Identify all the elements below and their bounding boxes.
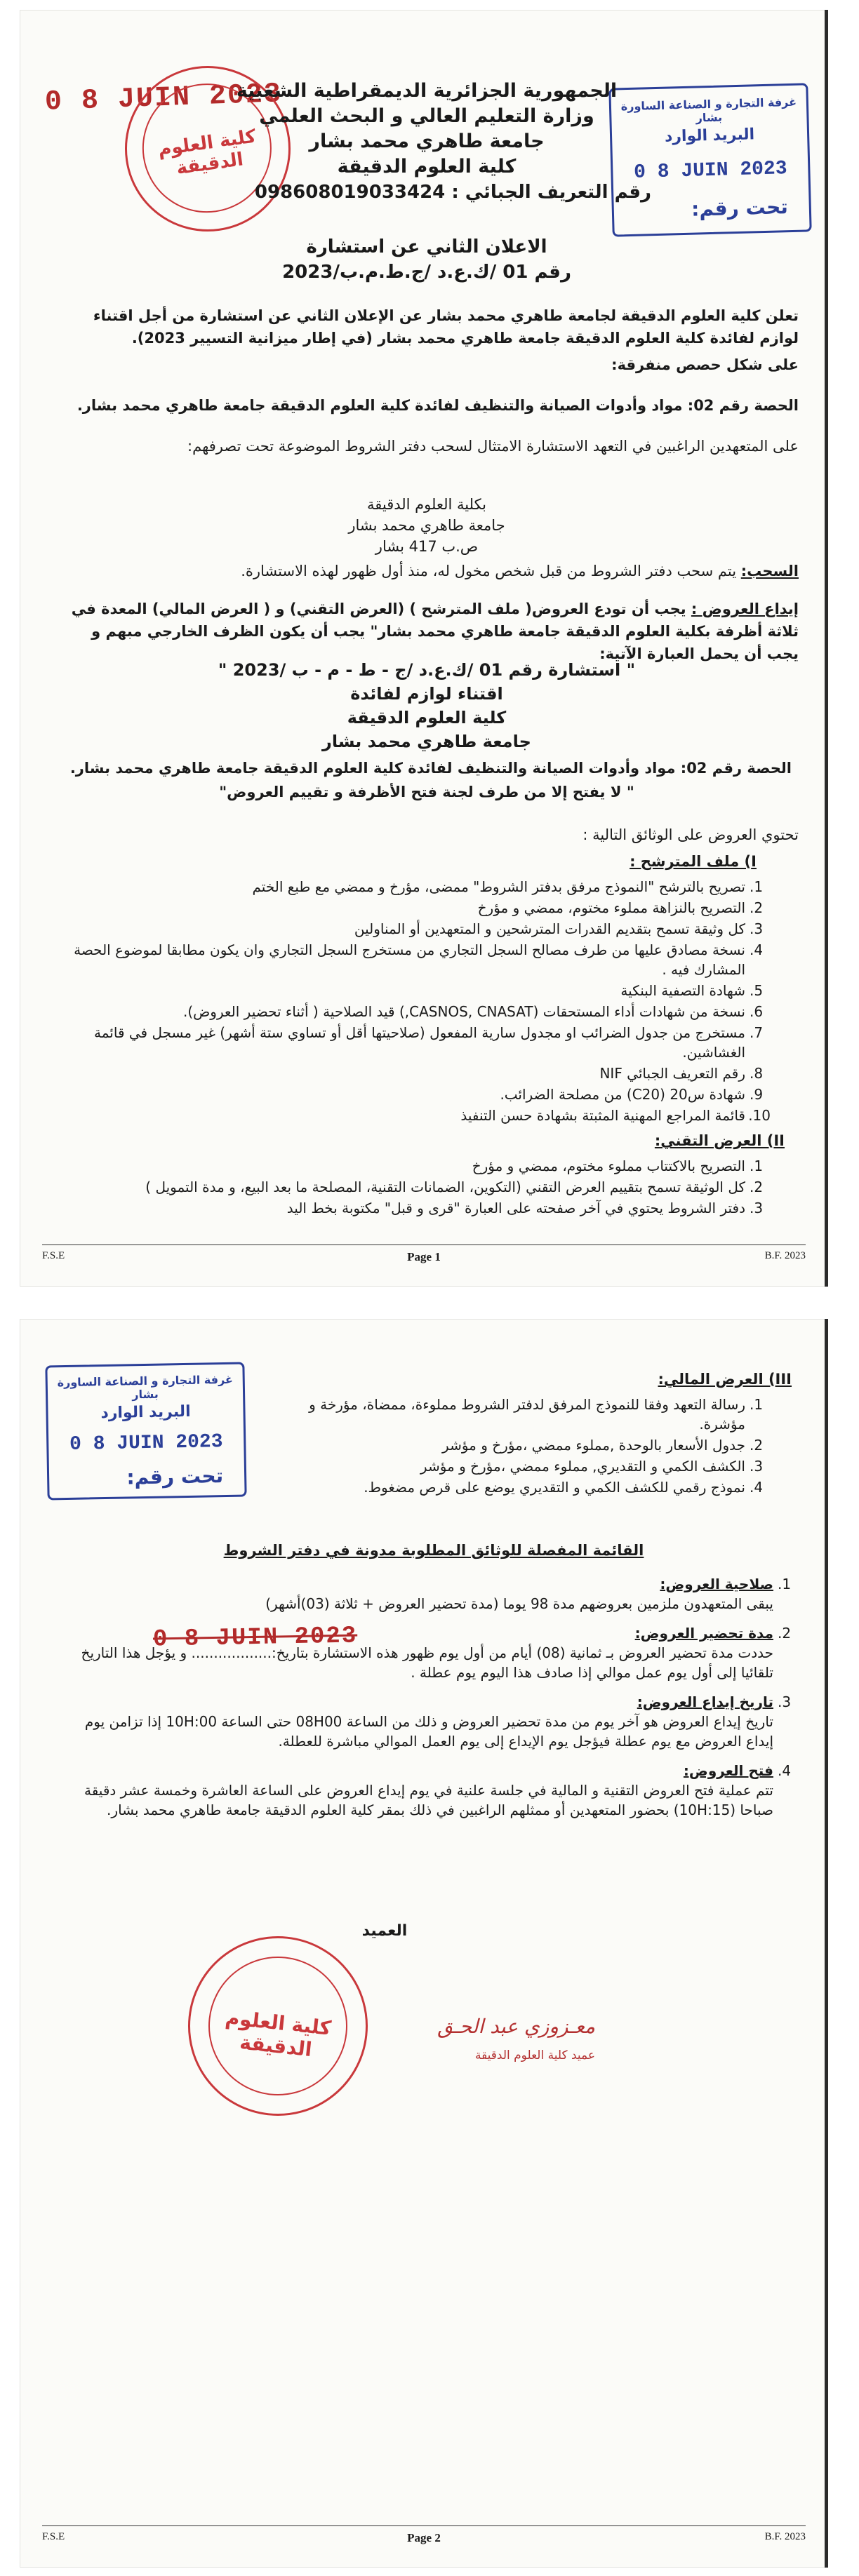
stamp-number-label: تحت رقم: (126, 1464, 224, 1489)
list-item (55, 1002, 771, 1021)
list-item (55, 898, 771, 918)
list-item-text: نسخة مصادق عليها من طرف مصالح السجل التجاري من مستخرج السجل التجاري وان يكون مطابقا لموضوع الحصة المشارك فيه . (74, 941, 745, 978)
list-item (55, 1177, 771, 1197)
page-1-footer (20, 1245, 828, 1273)
list-item-number: 1. (750, 878, 764, 895)
republic-name: الجمهورية الجزائرية الديمقراطية الشعبية (236, 80, 618, 102)
stamp-number-label: تحت رقم: (691, 195, 789, 221)
lot-description: الحصة رقم 02: مواد وأدوات الصيانة والتنظيف لفائدة كلية العلوم الدقيقة جامعة طاهري محمد بشار. (76, 397, 799, 414)
date-stamp: 0 8 JUIN 2023 (44, 79, 283, 119)
list-item-text: جدول الأسعار بالوحدة ,مملوء ممضي ،مؤرخ و مؤشر (442, 1437, 745, 1454)
stamp-incoming-mail: البريد الوارد (100, 1402, 191, 1423)
list-item-number: 2. (750, 1437, 764, 1454)
section-3-title: III) العرض المالي: (658, 1371, 792, 1388)
list-item-text: رقم التعريف الجبائي NIF (599, 1065, 745, 1082)
seal-text: كلية العلوم الدقيقة (157, 126, 258, 180)
university-name: جامعة طاهري محمد بشار (309, 130, 545, 152)
list-item-number: 1. (778, 1576, 792, 1592)
page-edge-rule (825, 10, 828, 1287)
detailed-list-heading: القائمة المفصلة للوثائق المطلوبة مدونة في دفتر الشروط (223, 1542, 644, 1559)
faculty-round-seal (179, 1927, 376, 2124)
list-item-number: 2. (778, 1625, 792, 1642)
list-item-text: رسالة التعهد وفقا للنموذج المرفق لدفتر الشروط مملوءة، ممضاة، مؤرخة و مؤشرة. (309, 1396, 745, 1433)
seal-text: كلية العلوم الدقيقة (224, 2006, 333, 2062)
list-item-number: 1. (750, 1158, 764, 1174)
stamp-chamber-name: غرفة التجارة و الصناعة الساورة بشار (57, 1372, 234, 1402)
list-item (55, 1692, 799, 1751)
list-item-number: 1. (750, 1396, 764, 1413)
list-item-text: تصريح بالترشح "النموذج مرفق بدفتر الشروط" ممضى، مؤرخ و ممضي مع طبع الختم (252, 878, 745, 895)
page-2-footer (20, 2525, 828, 2554)
announcement-title (258, 234, 595, 285)
list-item-title: صلاحية العروض: (660, 1576, 773, 1592)
list-item (55, 919, 771, 939)
list-item (55, 1574, 799, 1614)
list-item-text: شهادة س20 (C20) من مصلحة الضرائب. (500, 1086, 745, 1103)
list-item-number: 6. (750, 1003, 764, 1020)
page-edge-rule (825, 1319, 828, 2568)
envelope-inscription (62, 658, 792, 804)
list-item-text: دفتر الشروط يحتوي في آخر صفحته على العبارة "قرى و قبل" مكتوبة بخط اليد (286, 1200, 745, 1216)
stamp-incoming-mail: البريد الوارد (664, 126, 755, 146)
footer-page-number: Page 2 (407, 2531, 441, 2544)
list-item-text: نسخة من شهادات أداء المستحقات (CASNOS, CNASAT,) قيد الصلاحية ( أثناء تحضير العروض). (182, 1003, 745, 1020)
list-item-text: حددت مدة تحضير العروض بـ ثمانية (08) أيام من أول يوم ظهور هذه الاستشارة بتاريخ:.................. و يؤجل هذا التاريخ تلقائيا إلى أول يوم عمل موالي إذا صادف هذا اليوم يوم عطلة . (81, 1644, 773, 1681)
envelope-line-2: اقتناء لوازم لفائدة (350, 684, 503, 704)
stamp-date: 0 8 JUIN 2023 (69, 1431, 223, 1456)
faculty-name: كلية العلوم الدقيقة (337, 156, 517, 177)
page-gap (0, 1288, 859, 1317)
list-item-number: 3. (750, 1458, 764, 1475)
deposit-label: إيداع العروض : (691, 601, 799, 617)
list-item (55, 1085, 771, 1104)
technical-offer-list (55, 1156, 799, 1218)
list-item-title: فتح العروض: (683, 1762, 773, 1779)
financial-offer-section (272, 1368, 792, 1498)
contents-intro: تحتوي العروض على الوثائق التالية : (582, 826, 799, 843)
withdrawal-text: يتم سحب دفتر الشروط من قبل شخص مخول له، منذ أول ظهور لهذه الاستشارة. (241, 563, 737, 579)
intro-section (55, 304, 799, 462)
list-item-number: 3. (750, 920, 764, 937)
address-line-1: بكلية العلوم الدقيقة (366, 496, 487, 513)
list-item-number: 4. (750, 941, 764, 958)
envelope-line-5: الحصة رقم 02: مواد وأدوات الصيانة والتنظيف لفائدة كلية العلوم الدقيقة جامعة طاهري محمد بشار. (69, 760, 792, 777)
section-2-title: II) العرض التقني: (654, 1132, 785, 1149)
envelope-line-6: " لا يفتح إلا من طرف لجنة فتح الأظرفة و تقييم العروض" (219, 784, 634, 800)
list-item-number: 2. (750, 1179, 764, 1195)
announcement-title-line1: الاعلان الثاني عن استشارة (306, 236, 547, 257)
tax-id-number: رقم التعريف الجبائي : 098608019033424 (254, 182, 651, 203)
reception-stamp (45, 1362, 246, 1501)
list-item-text: مستخرج من جدول الضرائب او مجدول سارية المفعول (صلاحيتها أقل أو تساوي ستة أشهر) غير مسجل في قائمة الغشاشين. (94, 1024, 745, 1061)
list-item-number: 7. (750, 1024, 764, 1041)
list-item-number: 10. (748, 1107, 771, 1124)
address-line-2: جامعة طاهري محمد بشار (348, 517, 505, 534)
list-item-text: التصريح بالاكتتاب مملوء مختوم، ممضي و مؤرخ (472, 1158, 745, 1174)
conditions-section (55, 1574, 799, 1830)
reception-stamp (608, 83, 811, 236)
list-item-text: يبقى المتعهدون ملزمين بعروضهم مدة 98 يوما (مدة تحضير العروض + ثلاثة (03)أشهر) (265, 1595, 773, 1612)
list-item-text: نموذج رقمي للكشف الكمي و التقديري يوضع على قرص مضغوط. (364, 1479, 745, 1496)
list-item (272, 1435, 771, 1455)
list-item (272, 1395, 771, 1434)
envelope-line-1: " استشارة رقم 01 /ك.ع.د /ج - ط - م - ب /2023 " (218, 660, 636, 680)
signature-name: معـزوزي عبد الحـق (437, 2015, 595, 2038)
list-item-text: تتم عملية فتح العروض التقنية و المالية في جلسة علنية في يوم إيداع العروض على الساعة العاشرة وخمسة عشر دقيقة صباحا (10H:15) بحضور المتعهدين أو ممثلهم الراغبين في ذلك بمقر كلية العلوم الدقيقة جامعة طاهري محمد بشار. (84, 1782, 773, 1818)
footer-left: F.S.E (42, 1250, 65, 1261)
list-item-text: شهادة التصفية البنكية (620, 982, 745, 999)
list-item-number: 4. (750, 1479, 764, 1496)
date-stamp: 0 8 JUIN 2023 (152, 1623, 358, 1653)
stamp-date: 0 8 JUIN 2023 (633, 158, 787, 184)
list-item-text: قائمة المراجع المهنية المثبتة بشهادة حسن التنفيذ (460, 1107, 745, 1124)
list-item-text: كل الوثيقة تسمح بتقييم العرض التقني (التكوين، الضمانات التقنية، المصلحة ما بعد البيع، و مدة التمويل ) (145, 1179, 745, 1195)
list-item-text: التصريح بالنزاهة مملوء مختوم، ممضي و مؤرخ (477, 899, 745, 916)
footer-right: B.F. 2023 (764, 1250, 806, 1261)
list-item-title: مدة تحضير العروض: (634, 1625, 773, 1642)
invitation-text: على المتعهدين الراغبين في التعهد الاستشارة الامتثال لسحب دفتر الشروط الموضوعة تحت تصرفهم: (187, 438, 799, 455)
list-item (55, 1156, 771, 1176)
footer-left: F.S.E (42, 2531, 65, 2542)
ministry-name: وزارة التعليم العالي و البحث العلمي (259, 105, 594, 127)
list-item-number: 4. (778, 1762, 792, 1779)
list-item-number: 2. (750, 899, 764, 916)
list-item (272, 1456, 771, 1476)
list-item (55, 877, 771, 897)
document-page-1 (20, 10, 828, 1287)
document-header (230, 79, 623, 180)
document-page-2 (20, 1319, 828, 2568)
list-item-number: 5. (750, 982, 764, 999)
offer-contents (55, 824, 799, 1219)
address-line-3: ص.ب 417 بشار (375, 538, 479, 555)
list-item (55, 1023, 771, 1062)
intro-lots-note: على شكل حصص منفرقة: (611, 356, 799, 373)
list-item-number: 3. (778, 1693, 792, 1710)
list-item-number: 9. (750, 1086, 764, 1103)
list-item (272, 1477, 771, 1497)
list-item (55, 940, 771, 979)
list-item-number: 3. (750, 1200, 764, 1216)
withdrawal-section (55, 560, 799, 669)
intro-paragraph: تعلن كلية العلوم الدقيقة لجامعة طاهري محمد بشار عن الإعلان الثاني عن استشارة من أجل اقتناء لوازم لفائدة كلية العلوم الدقيقة جامعة طاهري محمد بشار (في إطار ميزانية التسيير 2023). (93, 307, 799, 347)
list-item (55, 1106, 771, 1125)
list-item (55, 1761, 799, 1820)
conditions-list (55, 1574, 799, 1820)
list-item (55, 981, 771, 1000)
dean-label: العميد (361, 1922, 408, 1940)
stamp-chamber-name: غرفة التجارة و الصناعة الساورة بشار (620, 95, 797, 125)
list-item-text: كل وثيقة تسمح بتقديم القدرات المترشحين و المتعهدين أو المناولين (354, 920, 745, 937)
section-1-title: I) ملف المترشح : (630, 853, 757, 870)
list-item-text: تاريخ إيداع العروض هو آخر يوم من مدة تحضير العروض و ذلك من الساعة 08H00 حتى الساعة 10H:00 إذا تزامن يوم إيداع العروض مع يوم عطلة فيؤجل يوم الإيداع إلى يوم العمل الموالي مباشرة للعطلة. (84, 1713, 773, 1750)
footer-page-number: Page 1 (407, 1250, 441, 1263)
envelope-line-4: جامعة طاهري محمد بشار (322, 732, 531, 751)
deposit-text: يجب أن تودع العروض( ملف المترشح ) (العرض التقني) و ( العرض المالي) المعدة في ثلاثة أظرفة بكلية العلوم الدقيقة جامعة طاهري محمد بشار" يجب أن يكون الظرف الخارجي مبهم و يجب أن يحمل العبارة الآتية: (71, 601, 799, 662)
withdrawal-address (202, 494, 651, 557)
list-item-text: الكشف الكمي و التقديري, مملوء ممضي ،مؤرخ و مؤشر (420, 1458, 745, 1475)
announcement-reference: رقم 01 /ك.ع.د /ج.ط.م.ب/2023 (282, 262, 571, 283)
list-item (55, 1064, 771, 1083)
list-item-title: تاريخ إيداع العروض: (637, 1693, 773, 1710)
withdrawal-label: السحب: (740, 563, 799, 579)
signature-title: عميد كلية العلوم الدقيقة (474, 2048, 595, 2062)
candidate-file-list (55, 877, 799, 1125)
list-item (55, 1198, 771, 1218)
envelope-line-3: كلية العلوم الدقيقة (347, 708, 507, 727)
footer-right: B.F. 2023 (764, 2531, 806, 2542)
list-item-number: 8. (750, 1065, 764, 1082)
financial-offer-list (272, 1395, 792, 1497)
list-item (55, 1623, 799, 1682)
